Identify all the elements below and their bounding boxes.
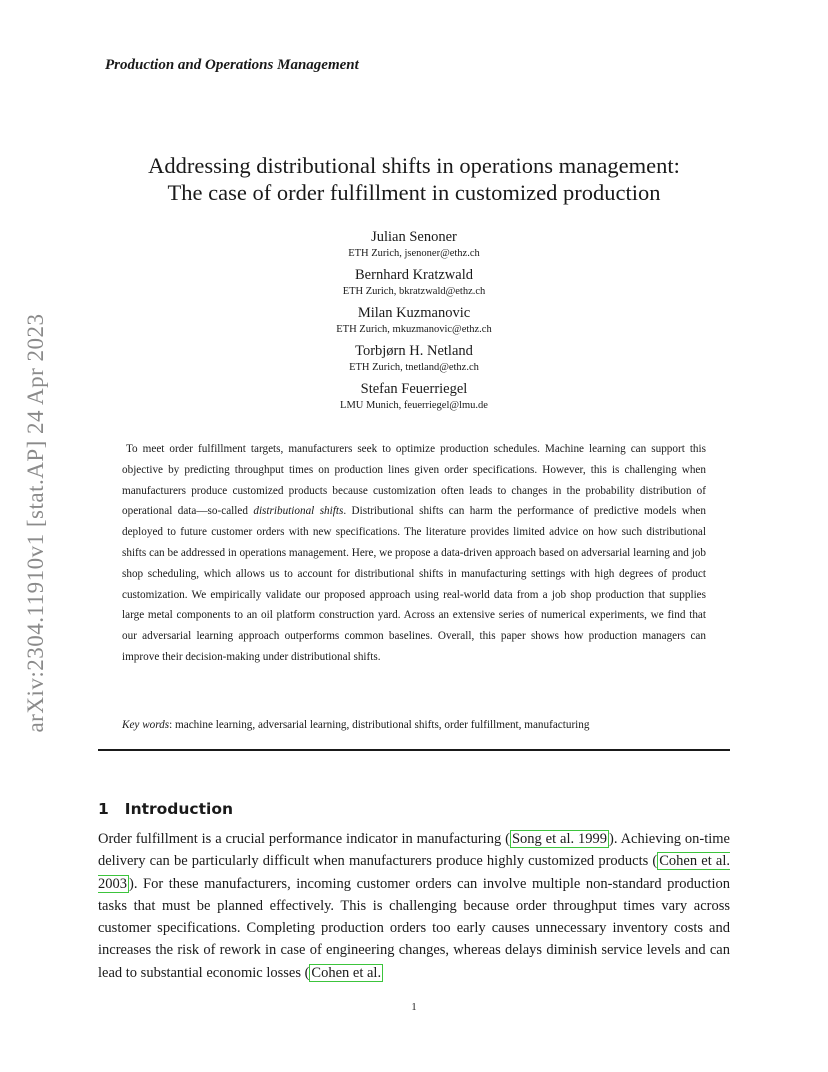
section-title: Introduction <box>124 800 234 818</box>
introduction-paragraph <box>98 828 730 984</box>
author-name: Julian Senoner <box>371 229 457 245</box>
title-line-2: The case of order fulfillment in customized production <box>167 180 661 205</box>
author-name: Stefan Feuerriegel <box>360 381 468 397</box>
keywords-separator: : <box>169 719 176 731</box>
author-affiliation: ETH Zurich, mkuzmanovic@ethz.ch <box>336 324 492 335</box>
author-name: Bernhard Kratzwald <box>355 267 473 283</box>
journal-name: Production and Operations Management <box>105 57 359 73</box>
abstract-emphasis: distributional shifts <box>253 505 344 518</box>
arxiv-identifier-stamp <box>16 288 56 758</box>
intro-text: Order fulfillment is a crucial performance indicator in manufacturing ( <box>98 831 510 847</box>
section-divider <box>98 749 730 751</box>
author-name: Milan Kuzmanovic <box>357 305 471 321</box>
author-affiliation: ETH Zurich, jsenoner@ethz.ch <box>348 248 480 259</box>
citation-link[interactable]: Cohen et al. 2003 <box>98 853 730 892</box>
author-affiliation: ETH Zurich, bkratzwald@ethz.ch <box>342 286 486 297</box>
section-heading <box>98 800 233 818</box>
keywords-label: Key words <box>122 719 170 731</box>
author-affiliation: LMU Munich, feuerriegel@lmu.de <box>340 400 488 411</box>
author-block <box>160 228 668 261</box>
keywords-line <box>122 719 589 731</box>
abstract-text: To meet order fulfillment targets, manufacturers seek to optimize production schedules. Machine learning can support this objective by predicting throughput times on production lines given order specifications. However, this is challenging when manufacturers produce customized products because customization often leads to changes in the probability distribution of operational data—so-called <box>122 443 706 518</box>
author-block <box>160 304 668 337</box>
title-line-1: Addressing distributional shifts in operations management: <box>148 153 680 178</box>
intro-text: ). Achieving on-time delivery can be particularly difficult when manufacturers produce highly customized products ( <box>98 831 730 870</box>
author-affiliation: ETH Zurich, tnetland@ethz.ch <box>349 362 479 373</box>
paper-title <box>60 152 768 206</box>
abstract-text-continued: . Distributional shifts can harm the performance of predictive models when deployed to future customer orders with new specifications. The literature provides limited advice on how such distributional shifts can be addressed in operations management. Here, we propose a data-driven approach based on adversarial learning and job shop scheduling, which allows us to account for distributional shifts in manufacturing settings with high degrees of product customization. We empirically validate our proposed approach using real-world data from a job shop production that supplies large metal components to an oil platform construction yard. Across an extensive series of numerical experiments, we find that our adversarial learning approach outperforms common baselines. Overall, this paper shows how production managers can improve their decision-making under distributional shifts. <box>122 505 706 663</box>
author-block <box>160 380 668 413</box>
author-list <box>160 228 668 418</box>
author-block <box>160 342 668 375</box>
page-number: 1 <box>411 1002 417 1013</box>
citation-link[interactable]: Cohen et al. <box>311 964 382 981</box>
arxiv-identifier-text: arXiv:2304.11910v1 [stat.AP] 24 Apr 2023 <box>23 313 48 733</box>
intro-text: ). For these manufacturers, incoming customer orders can involve multiple non-standard production tasks that must be planned effectively. This is challenging because order throughput times vary across customer specifications. Completing production orders too early causes unnecessary inventory costs and increases the risk of rework in case of engineering changes, whereas delays diminish service levels and can lead to substantial economic losses ( <box>98 875 730 981</box>
keywords-text: machine learning, adversarial learning, distributional shifts, order fulfillment, manufacturing <box>175 719 590 731</box>
abstract <box>122 439 706 668</box>
author-name: Torbjørn H. Netland <box>355 343 473 359</box>
author-block <box>160 266 668 299</box>
citation-link[interactable]: Song et al. 1999 <box>511 831 608 847</box>
section-number: 1 <box>98 800 109 818</box>
